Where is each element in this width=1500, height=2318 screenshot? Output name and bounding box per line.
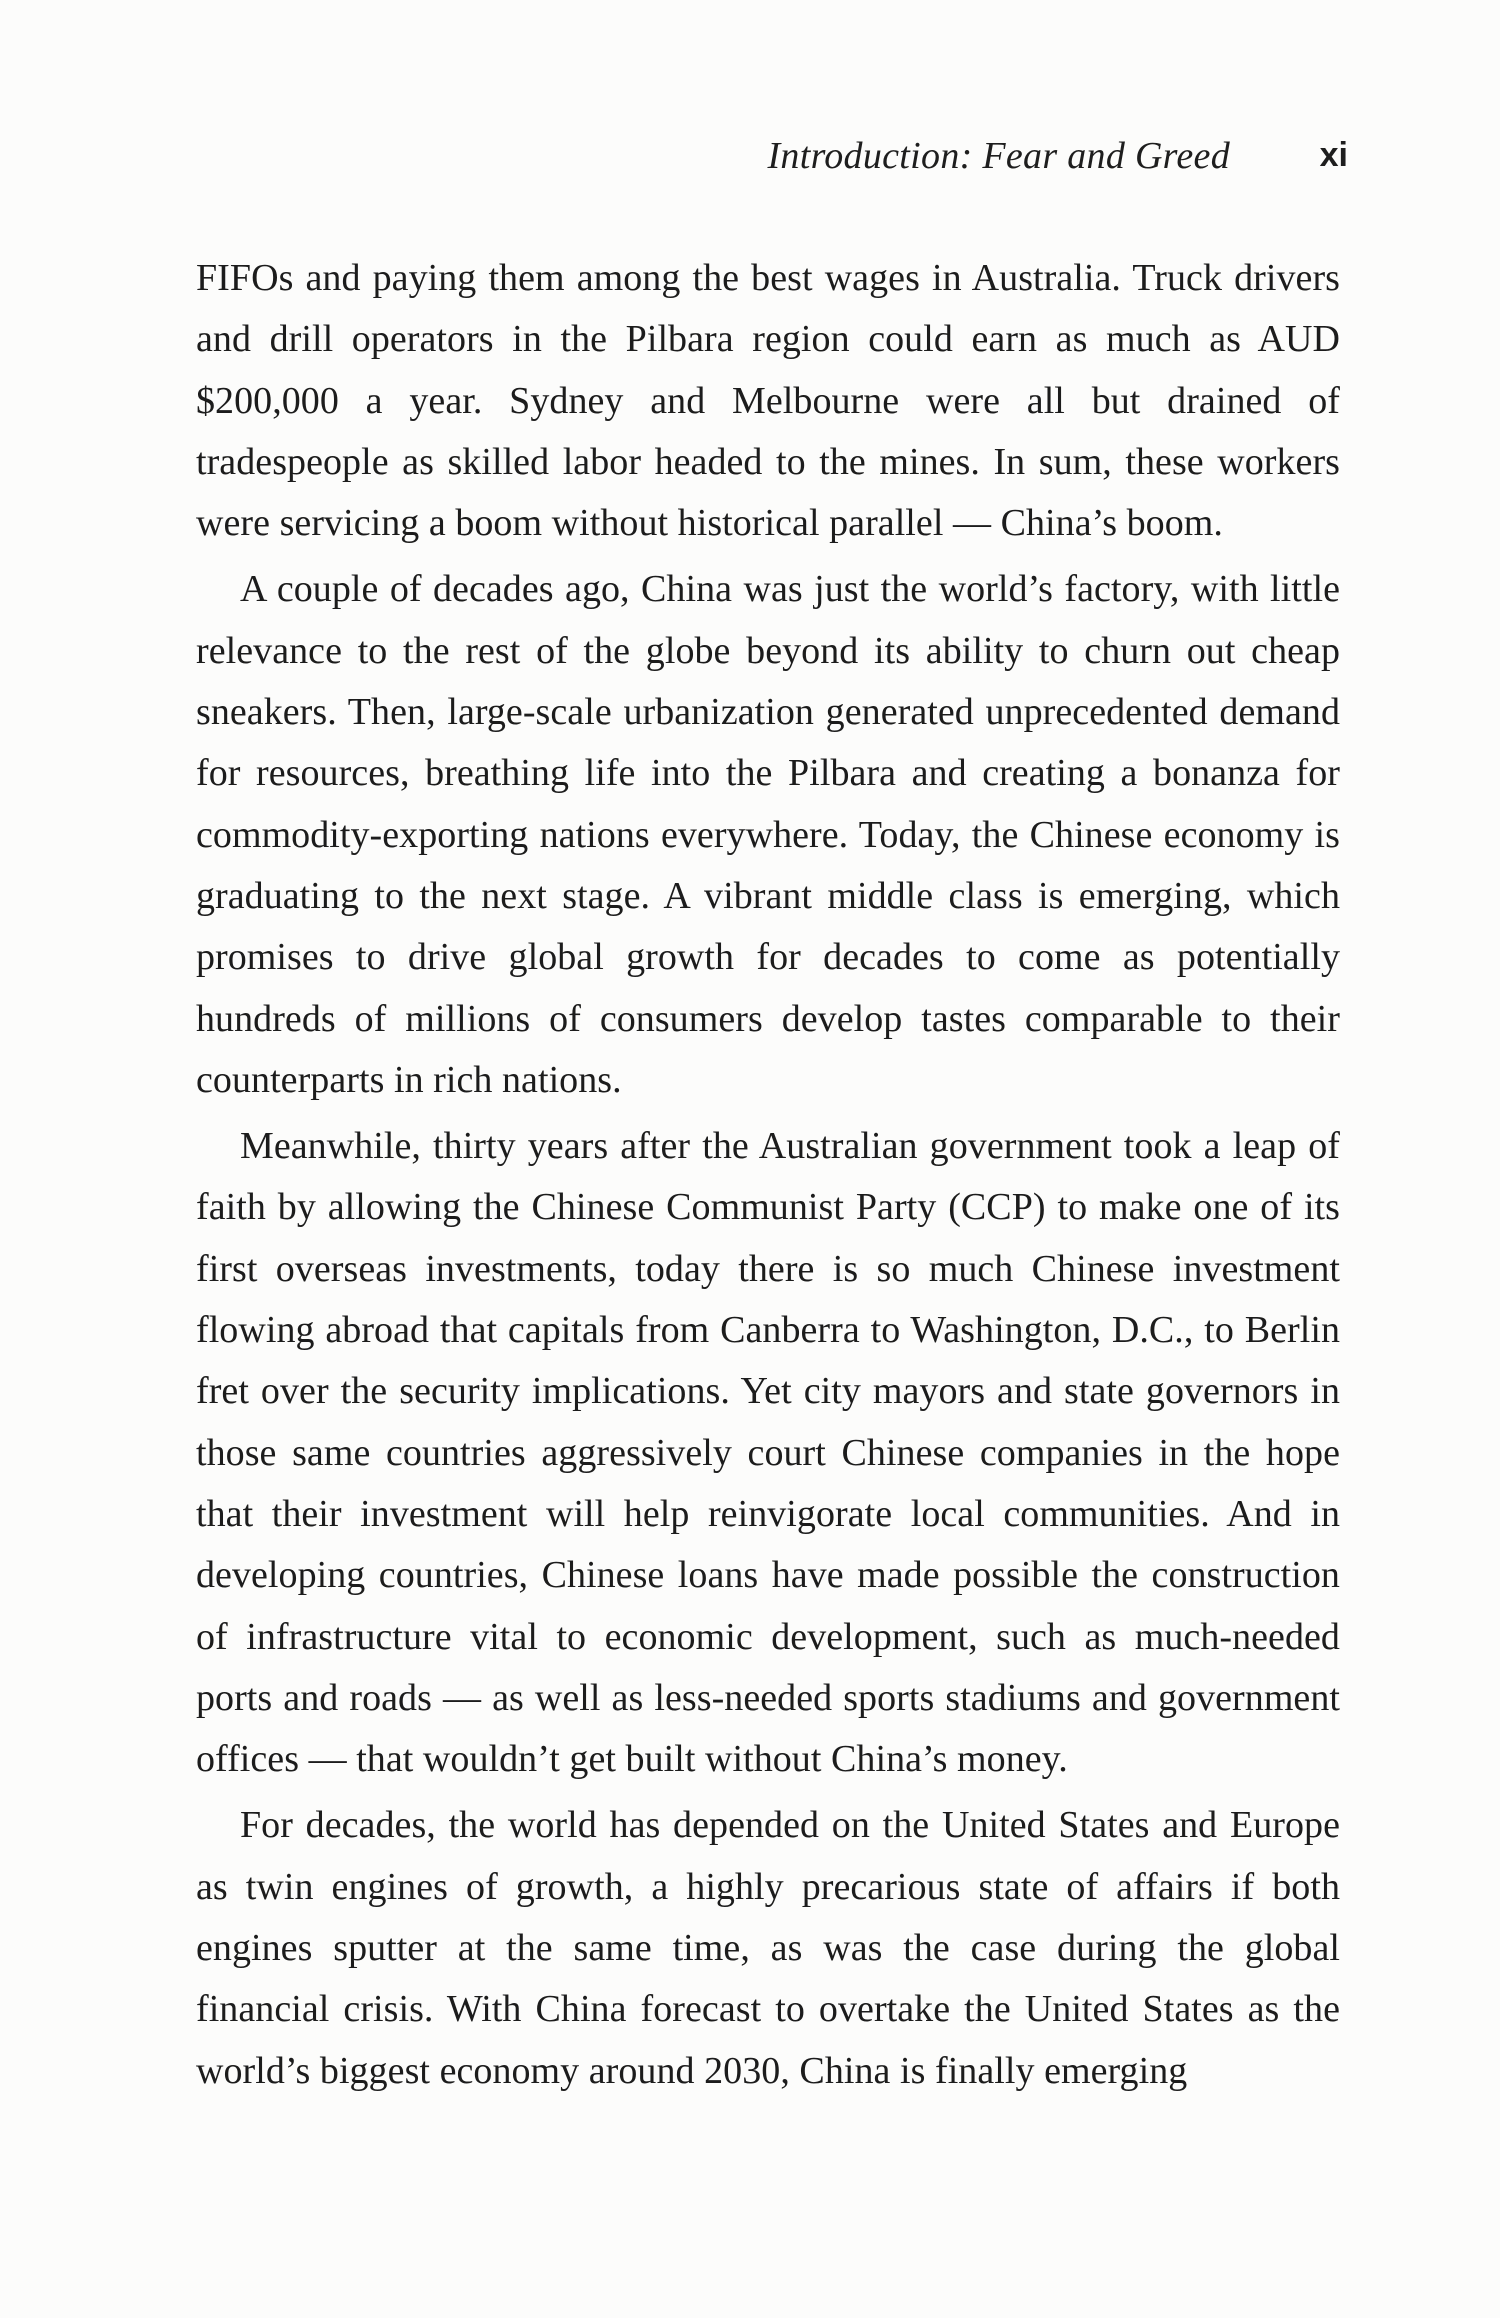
paragraph: Meanwhile, thirty years after the Australian government took a leap of faith by allowing the Chinese Communist Party (CCP) to make one of its first overseas investments, today there is so much Chinese investment flowing abroad that capitals from Canberra to Washington, D.C., to Berlin fret over the security implications. Yet city mayors and state governors in those same countries aggressively court Chinese companies in the hope that their investment will help reinvigorate local communities. And in developing countries, Chinese loans have made possible the construction of infrastructure vital to economic development, such as much-needed ports and roads — as well as less-needed sports stadiums and government offices — that wouldn’t get built without China’s money. xyxy=(196,1125,1340,1781)
running-title: Introduction: Fear and Greed xyxy=(767,135,1230,177)
page-number: xi xyxy=(1319,136,1348,174)
running-head xyxy=(196,134,1348,184)
body-text xyxy=(196,248,1340,2102)
paragraph: FIFOs and paying them among the best wages in Australia. Truck drivers and drill operators in the Pilbara region could earn as much as AUD $200,000 a year. Sydney and Melbourne were all but drained of tradespeople as skilled labor headed to the mines. In sum, these workers were servicing a boom without historical parallel — China’s boom. xyxy=(196,257,1340,545)
paragraph: A couple of decades ago, China was just the world’s factory, with little relevance to the rest of the globe beyond its ability to churn out cheap sneakers. Then, large-scale urbanization generated unprecedented demand for resources, breathing life into the Pilbara and creating a bonanza for commodity-exporting nations everywhere. Today, the Chinese economy is graduating to the next stage. A vibrant middle class is emerging, which promises to drive global growth for decades to come as potentially hundreds of millions of consumers develop tastes comparable to their counterparts in rich nations. xyxy=(196,568,1340,1101)
paragraph: For decades, the world has depended on the United States and Europe as twin engines of growth, a highly precarious state of affairs if both engines sputter at the same time, as was the case during the global financial crisis. With China forecast to overtake the United States as the world’s biggest economy around 2030, China is finally emerging xyxy=(196,1804,1340,2092)
